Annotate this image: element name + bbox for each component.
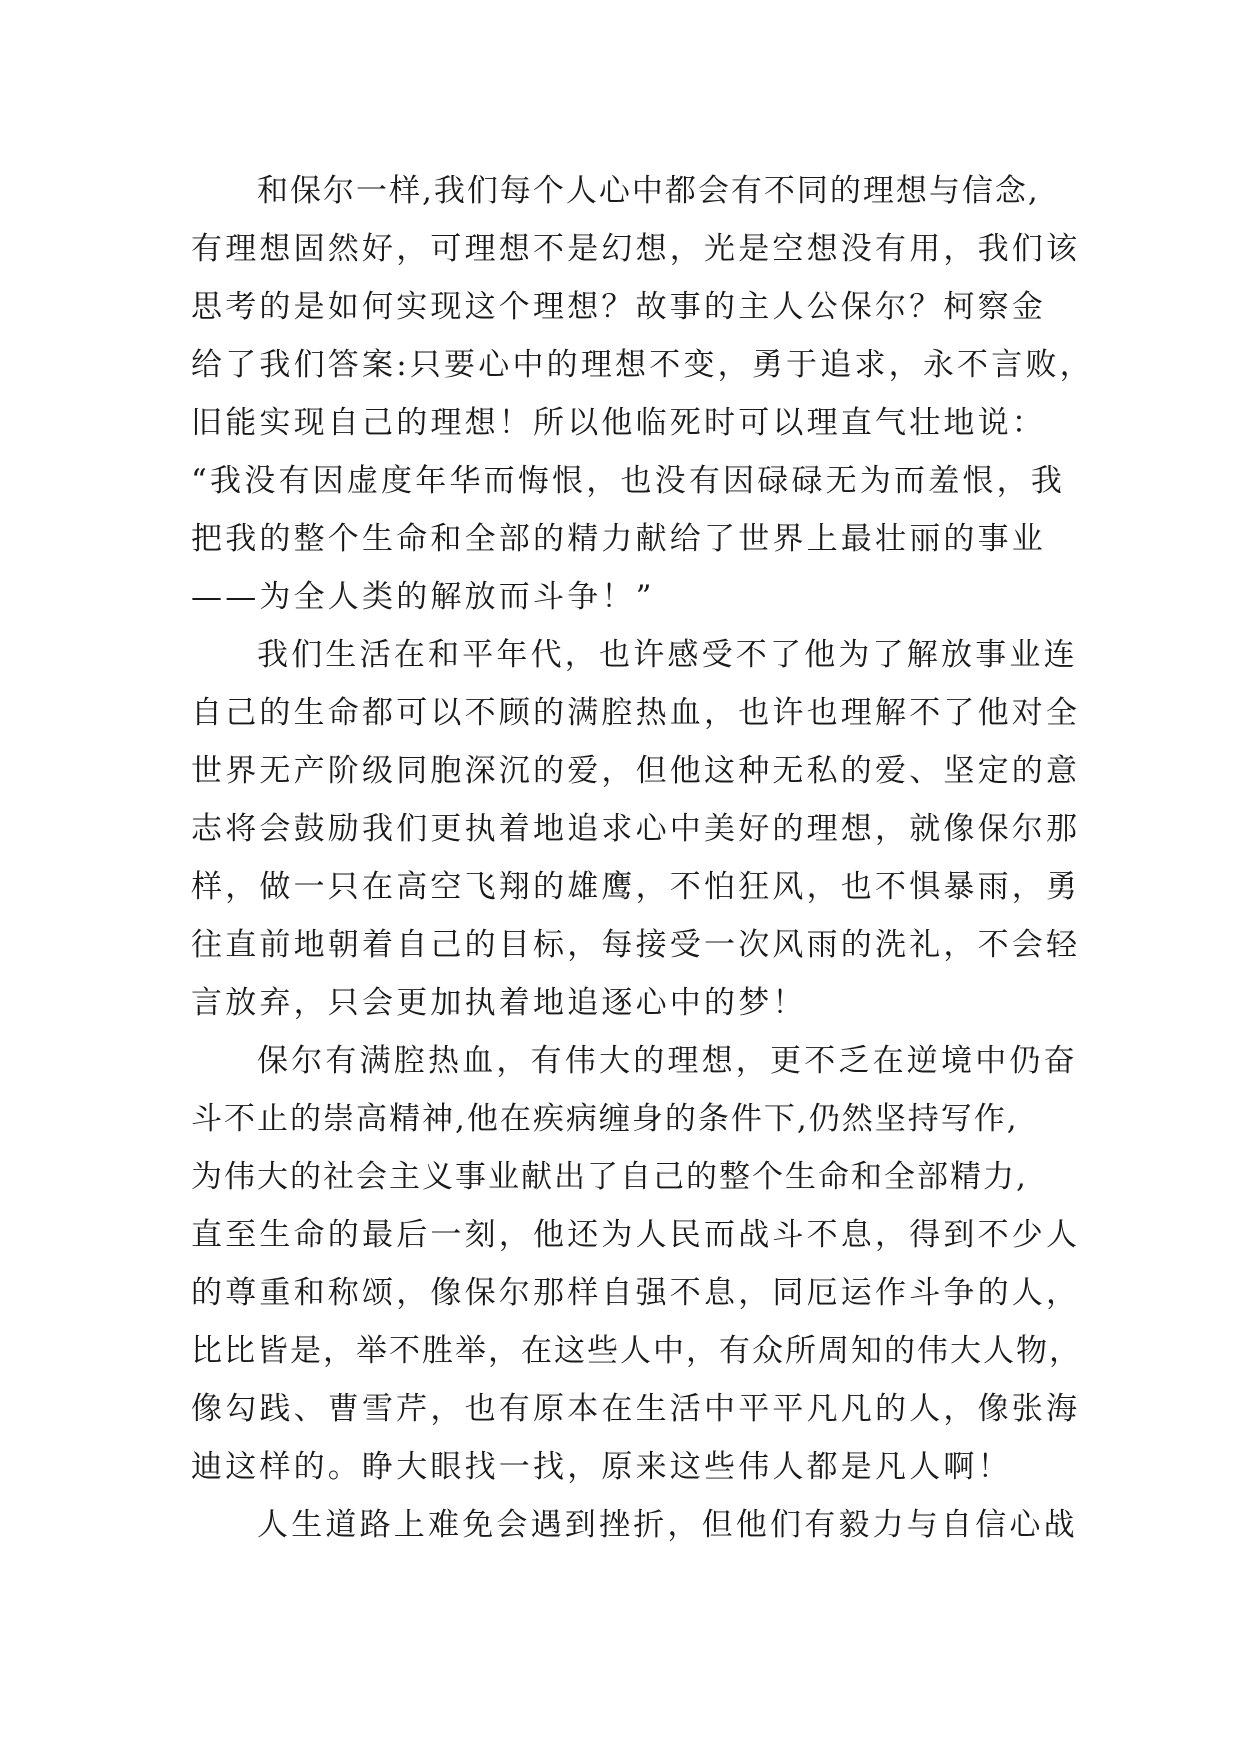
text-line: 往直前地朝着自己的目标，每接受一次风雨的洗礼，不会轻 bbox=[191, 927, 1081, 963]
text-line: 旧能实现自己的理想！所以他临死时可以理直气壮地说： bbox=[191, 405, 1046, 441]
text-line: 给了我们答案:只要心中的理想不变，勇于追求，永不言败， bbox=[191, 347, 1094, 383]
text-line: 思考的是如何实现这个理想？故事的主人公保尔？柯察金 bbox=[191, 289, 1046, 325]
text-line: 把我的整个生命和全部的精力献给了世界上最壮丽的事业 bbox=[191, 521, 1046, 557]
text-line: 比比皆是，举不胜举，在这些人中，有众所周知的伟大人物， bbox=[191, 1333, 1082, 1369]
body-text bbox=[191, 162, 1094, 1554]
text-line: 言放弃，只会更加执着地追逐心中的梦！ bbox=[191, 985, 807, 1021]
text-line: 的尊重和称颂，像保尔那样自强不息，同厄运作斗争的人， bbox=[191, 1275, 1081, 1311]
text-line: “我没有因虚度年华而悔恨，也没有因碌碌无为而羞恨，我 bbox=[191, 463, 1066, 499]
text-line: 世界无产阶级同胞深沉的爱，但他这种无私的爱、坚定的意 bbox=[191, 753, 1081, 789]
paragraph-first-line: 和保尔一样,我们每个人心中都会有不同的理想与信念, bbox=[257, 173, 1040, 209]
text-line: 斗不止的崇高精神,他在疾病缠身的条件下,仍然坚持写作, bbox=[191, 1101, 1019, 1137]
text-line: 直至生命的最后一刻，他还为人民而战斗不息，得到不少人 bbox=[191, 1217, 1081, 1253]
text-line: 迪这样的。睁大眼找一找，原来这些伟人都是凡人啊！ bbox=[191, 1449, 1012, 1485]
paragraph-first-line: 人生道路上难免会遇到挫折，但他们有毅力与自信心战 bbox=[257, 1507, 1078, 1543]
text-line: 样，做一只在高空飞翔的雄鹰，不怕狂风，也不惧暴雨，勇 bbox=[191, 869, 1081, 905]
paragraph-first-line: 我们生活在和平年代，也许感受不了他为了解放事业连 bbox=[257, 637, 1078, 673]
text-line: 像勾践、曹雪芹，也有原本在生活中平平凡凡的人，像张海 bbox=[191, 1391, 1081, 1427]
text-line: 为伟大的社会主义事业献出了自己的整个生命和全部精力, bbox=[191, 1159, 1028, 1195]
text-line: 自己的生命都可以不顾的满腔热血，也许也理解不了他对全 bbox=[191, 695, 1081, 731]
text-line: 有理想固然好，可理想不是幻想，光是空想没有用，我们该 bbox=[191, 231, 1081, 267]
paragraph-first-line: 保尔有满腔热血，有伟大的理想，更不乏在逆境中仍奋 bbox=[257, 1043, 1078, 1079]
text-line: ——为全人类的解放而斗争！” bbox=[191, 579, 655, 615]
text-line: 志将会鼓励我们更执着地追求心中美好的理想，就像保尔那 bbox=[191, 811, 1081, 847]
